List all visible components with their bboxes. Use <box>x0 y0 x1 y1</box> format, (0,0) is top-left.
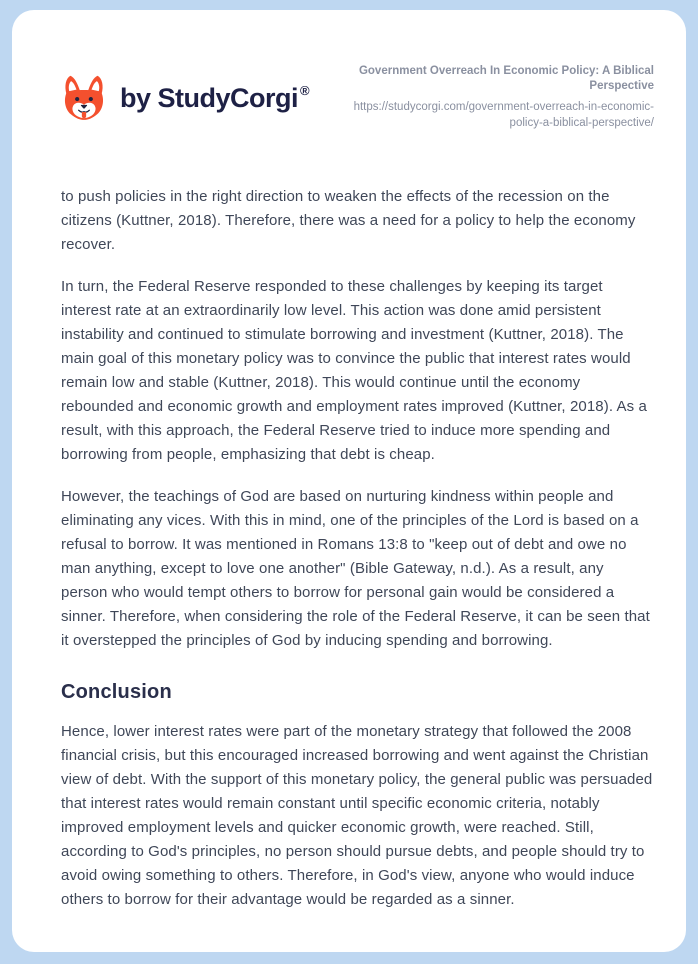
paragraph-2: In turn, the Federal Reserve responded to these challenges by keeping its target interest rate at an extraordinarily low level. This action was done amid persistent instability and continued to stimulate borrowing and investment (Kuttner, 2018). The main goal of this monetary policy was to convince the public that interest rates would remain low and stable (Kuttner, 2018). This would continue until the economy rebounded and economic growth and employment rates improved (Kuttner, 2018). As a result, with this approach, the Federal Reserve tried to induce more spending and borrowing from people, emphasizing that debt is cheap. <box>61 278 647 463</box>
conclusion-paragraph: Hence, lower interest rates were part of the monetary strategy that followed the 2008 financial crisis, but this encouraged increased borrowing and went against the Christian view of debt. With the support of this monetary policy, the general public was persuaded that interest rates would remain constant until specific economic criteria, notably improved employment levels and quicker economic growth, were reached. Still, according to God's principles, no person should pursue debts, and people should try to avoid owing something to others. Therefore, in God's view, anyone who would induce others to borrow for their advantage would be regarded as a sinner. <box>61 723 653 908</box>
studycorgi-logo <box>61 70 309 126</box>
corgi-face-icon <box>61 70 107 126</box>
document-card <box>12 10 686 952</box>
paragraph-3: However, the teachings of God are based on nurturing kindness within people and eliminating any vices. With this in mind, one of the principles of the Lord is based on a refusal to borrow. It was mentioned in Romans 13:8 to "keep out of debt and owe no man anything, except to love one another" (Bible Gateway, n.d.). As a result, any person who would tempt others to borrow for personal gain would be considered a sinner. Therefore, when considering the role of the Federal Reserve, it can be seen that it overstepped the principles of God by inducing spending and borrowing. <box>61 488 650 649</box>
title-block <box>322 62 654 131</box>
document-body <box>61 185 654 912</box>
conclusion-heading: Conclusion <box>61 681 172 703</box>
paragraph-1: to push policies in the right direction to weaken the effects of the recession on the citizens (Kuttner, 2018). Therefore, there was a need for a policy to help the economy recover. <box>61 188 636 253</box>
brand-text: by StudyCorgi ® <box>120 82 310 113</box>
document-title: Government Overreach In Economic Policy: A Biblical Perspective <box>358 65 654 92</box>
registered-mark: ® <box>300 82 310 98</box>
document-url: https://studycorgi.com/government-overreach-in-economic-policy-a-biblical-perspective/ <box>353 101 654 129</box>
document-header <box>61 62 654 131</box>
